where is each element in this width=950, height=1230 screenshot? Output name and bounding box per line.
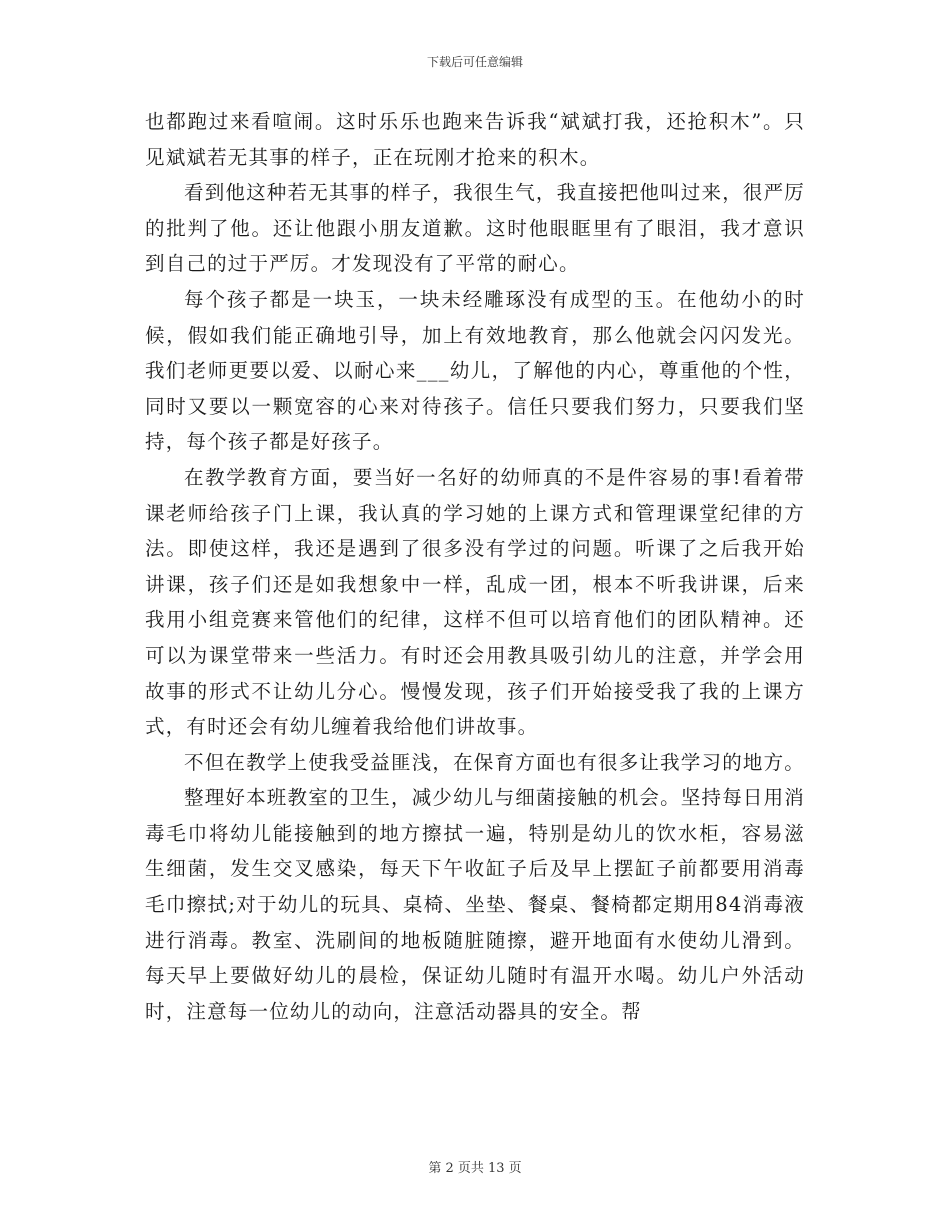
paragraph-4: 在教学教育方面，要当好一名好的幼师真的不是件容易的事!看着带课老师给孩子门上课，我认真的学习她的上课方式和管理课堂纪律的方法。即使这样，我还是遇到了很多没有学过的问题。听课了之后我开始讲课，孩子们还是如我想象中一样，乱成一团，根本不听我讲课，后来我用小组竞赛来管他们的纪律，这样不但可以培育他们的团队精神。还可以为课堂带来一些活力。有时还会用教具吸引幼儿的注意，并学会用故事的形式不让幼儿分心。慢慢发现，孩子们开始接受我了我的上课方式，有时还会有幼儿缠着我给他们讲故事。 [145, 465, 805, 739]
paragraph-1: 也都跑过来看喧闹。这时乐乐也跑来告诉我“斌斌打我，还抢积木”。只见斌斌若无其事的样子，正在玩刚才抢来的积木。 [145, 110, 805, 169]
page-footer: 第 2 页共 13 页 [428, 1161, 522, 1176]
paragraph-2: 看到他这种若无其事的样子，我很生气，我直接把他叫过来，很严厉的批判了他。还让他跟小朋友道歉。这时他眼眶里有了眼泪，我才意识到自己的过于严厉。才发现没有了平常的耐心。 [145, 181, 806, 276]
document-body [145, 104, 805, 1029]
paragraph-3: 每个孩子都是一块玉，一块未经雕琢没有成型的玉。在他幼小的时候，假如我们能正确地引导，加上有效地教育，那么他就会闪闪发光。我们老师更要以爱、以耐心来___幼儿，了解他的内心，尊重他的个性，同时又要以一颗宽容的心来对待孩子。信任只要我们努力，只要我们坚持，每个孩子都是好孩子。 [145, 287, 805, 454]
paragraph-6: 整理好本班教室的卫生，减少幼儿与细菌接触的机会。坚持每日用消毒毛巾将幼儿能接触到的地方擦拭一遍，特别是幼儿的饮水柜，容易滋生细菌，发生交叉感染，每天下午收缸子后及早上摆缸子前都要用消毒毛巾擦拭;对于幼儿的玩具、桌椅、坐垫、餐桌、餐椅都定期用84消毒液进行消毒。教室、洗刷间的地板随脏随擦，避开地面有水使幼儿滑到。每天早上要做好幼儿的晨检，保证幼儿随时有温开水喝。幼儿户外活动时，注意每一位幼儿的动向，注意活动器具的安全。帮 [145, 786, 806, 1023]
page-header: 下载后可任意编辑 [426, 55, 523, 69]
paragraph-5: 不但在教学上使我受益匪浅，在保育方面也有很多让我学习的地方。 [184, 750, 806, 774]
